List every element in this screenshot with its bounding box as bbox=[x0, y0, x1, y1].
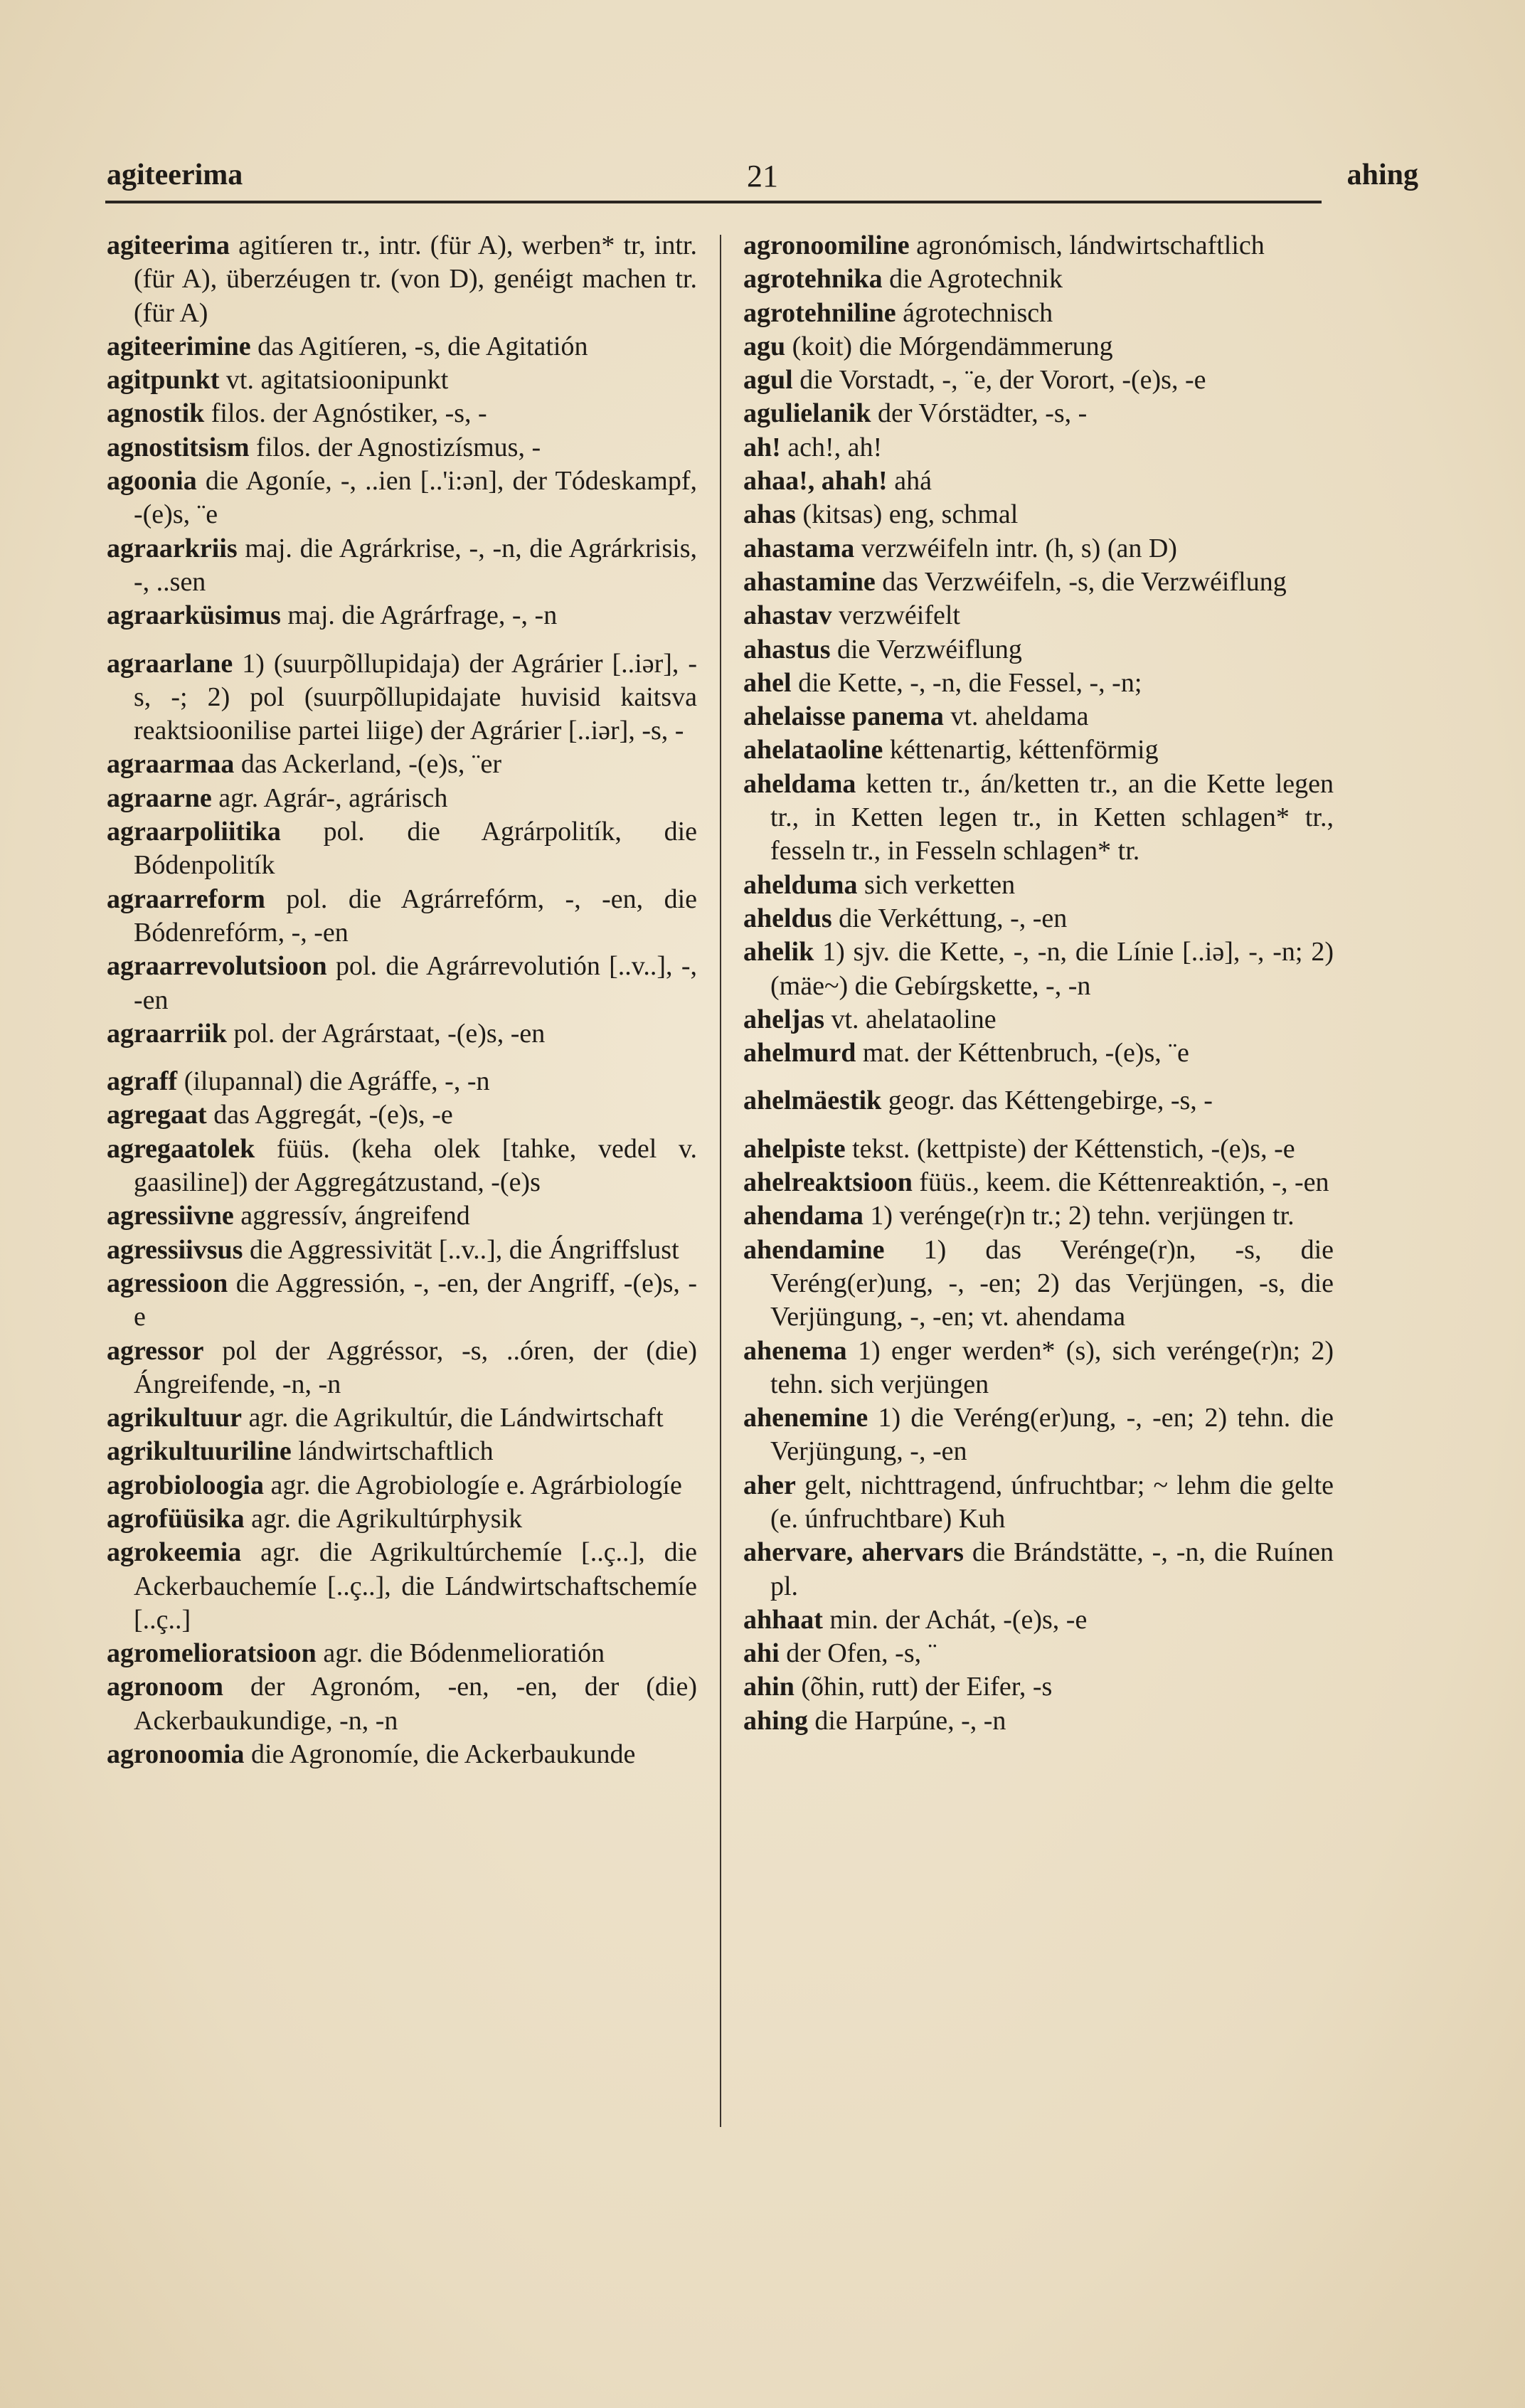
dictionary-entry bbox=[743, 935, 1334, 1003]
headword: ahelduma bbox=[743, 869, 858, 900]
definition: die Aggressivität [..v..], die Ángriffslust bbox=[243, 1234, 679, 1265]
headword: ahelreaktsioon bbox=[743, 1167, 913, 1198]
headword: ahelpiste bbox=[743, 1133, 846, 1164]
headword: agrotehnika bbox=[743, 264, 883, 295]
dictionary-entry bbox=[107, 465, 697, 532]
dictionary-entry bbox=[743, 1603, 1334, 1637]
dictionary-entry bbox=[107, 599, 697, 632]
definition: 1) das Verénge(r)n, -s, die Veréng(er)ung, -, -en; 2) das Verjüngen, -s, die Verjüngung, -, -en; vt. ahendama bbox=[770, 1234, 1334, 1332]
dictionary-entry bbox=[743, 297, 1334, 330]
definition: vt. agitatsioonipunkt bbox=[219, 365, 449, 396]
headword: ahelataoline bbox=[743, 735, 883, 765]
definition: der Agronóm, -en, -en, der (die) Ackerbaukundige, -n, -n bbox=[134, 1672, 697, 1736]
dictionary-entry bbox=[107, 397, 697, 430]
headword: aheldus bbox=[743, 903, 832, 933]
headword: aher bbox=[743, 1470, 796, 1500]
definition: agr. die Bódenmelioratión bbox=[316, 1638, 605, 1669]
definition: 1) die Veréng(er)ung, -, -en; 2) tehn. die Verjüngung, -, -en bbox=[770, 1403, 1334, 1467]
dictionary-entry bbox=[107, 647, 697, 748]
left-column bbox=[107, 229, 697, 1771]
dictionary-entry bbox=[743, 700, 1334, 733]
dictionary-entry bbox=[743, 1003, 1334, 1036]
definition: die Verzwéiflung bbox=[830, 634, 1022, 664]
headword: ahas bbox=[743, 499, 796, 530]
headword: ahastama bbox=[743, 533, 855, 563]
dictionary-entry bbox=[107, 1199, 697, 1233]
dictionary-entry bbox=[107, 1017, 697, 1051]
dictionary-entry bbox=[107, 532, 697, 600]
definition: agr. die Agrobiologíe e. Agrárbiologíe bbox=[264, 1470, 682, 1500]
headword: agressioon bbox=[107, 1268, 228, 1298]
headword: ahervare, ahervars bbox=[743, 1537, 964, 1568]
headword: agrikultuur bbox=[107, 1403, 243, 1433]
headword: agressiivsus bbox=[107, 1234, 243, 1265]
dictionary-entry bbox=[743, 599, 1334, 632]
definition: lándwirtschaftlich bbox=[291, 1436, 494, 1467]
dictionary-entry bbox=[107, 883, 697, 950]
headword: agnostik bbox=[107, 398, 205, 429]
dictionary-entry bbox=[107, 1401, 697, 1435]
dictionary-entry bbox=[107, 431, 697, 465]
definition: füüs. (keha olek [tahke, vedel v. gaasiline]) der Aggregátzustand, -(e)s bbox=[134, 1133, 697, 1198]
headword: agraarlane bbox=[107, 648, 233, 679]
definition: (koit) die Mórgendämmerung bbox=[785, 331, 1113, 361]
definition: maj. die Agrárfrage, -, -n bbox=[280, 600, 558, 631]
definition: maj. die Agrárkrise, -, -n, die Agrárkrisis, -, ..sen bbox=[134, 533, 697, 597]
dictionary-entry bbox=[107, 1435, 697, 1468]
definition: kéttenartig, kéttenförmig bbox=[883, 735, 1159, 765]
headword: agraff bbox=[107, 1066, 178, 1097]
definition: 1) (suurpõllupidaja) der Agrárier [..iər], -s, -; 2) pol (suurpõllupidajate huvisid kaitsva reaktsioonilise partei liige) der Agrárier [..iər], -s, - bbox=[134, 648, 697, 746]
dictionary-entry bbox=[743, 1704, 1334, 1738]
dictionary-entry bbox=[743, 633, 1334, 667]
definition: 1) enger werden* (s), sich verénge(r)n; 2) tehn. sich verjüngen bbox=[770, 1335, 1334, 1399]
headword: ahin bbox=[743, 1672, 795, 1702]
definition: ágrotechnisch bbox=[896, 297, 1053, 328]
definition: 1) sjv. die Kette, -, -n, die Línie [..iə], -, -n; 2) (mäe~) die Gebírgskette, -, -n bbox=[770, 937, 1334, 1001]
definition: verzwéifeln intr. (h, s) (an D) bbox=[854, 533, 1177, 563]
left-guideword: agiteerima bbox=[107, 159, 243, 191]
header-rule bbox=[105, 201, 1322, 203]
definition: ahá bbox=[887, 466, 932, 497]
headword: agiteerima bbox=[107, 230, 230, 260]
definition: das Ackerland, -(e)s, ¨er bbox=[234, 749, 501, 780]
headword: ahi bbox=[743, 1638, 780, 1669]
dictionary-entry bbox=[743, 566, 1334, 599]
headword: agraarrevolutsioon bbox=[107, 951, 327, 982]
definition: die Brándstätte, -, -n, die Ruínen pl. bbox=[770, 1537, 1334, 1601]
dictionary-entry bbox=[743, 1469, 1334, 1537]
definition: die Agrotechnik bbox=[882, 264, 1063, 295]
dictionary-entry bbox=[743, 229, 1334, 262]
headword: agrofüüsika bbox=[107, 1503, 245, 1534]
definition: pol der Aggréssor, -s, ..óren, der (die) Ángreifende, -n, -n bbox=[134, 1335, 697, 1399]
definition: agr. die Agrikultúr, die Lándwirtschaft bbox=[242, 1403, 664, 1433]
dictionary-entry bbox=[107, 1637, 697, 1670]
definition: pol. der Agrárstaat, -(e)s, -en bbox=[226, 1018, 546, 1049]
headword: ahenemine bbox=[743, 1403, 868, 1433]
headword: agronoomiline bbox=[743, 230, 910, 260]
headword: agregaatolek bbox=[107, 1133, 255, 1164]
headword: agrotehniline bbox=[743, 297, 896, 328]
definition: filos. der Agnóstiker, -s, - bbox=[204, 398, 487, 429]
dictionary-entry bbox=[107, 364, 697, 397]
headword: agoonia bbox=[107, 466, 197, 497]
definition: vt. aheldama bbox=[943, 701, 1089, 732]
definition: pol. die Agrárrevolutión [..v..], -, -en bbox=[134, 951, 697, 1015]
dictionary-entry bbox=[107, 1738, 697, 1771]
dictionary-entry bbox=[743, 869, 1334, 902]
definition: der Ofen, -s, ¨ bbox=[779, 1638, 937, 1669]
dictionary-entry bbox=[743, 1084, 1334, 1118]
definition: die Aggressión, -, -en, der Angriff, -(e)s, -e bbox=[134, 1268, 697, 1332]
definition: der Vórstädter, -s, - bbox=[871, 398, 1088, 429]
dictionary-entry bbox=[743, 902, 1334, 935]
headword: agraarne bbox=[107, 783, 212, 813]
dictionary-entry bbox=[107, 1267, 697, 1335]
dictionary-entry bbox=[107, 1065, 697, 1098]
headword: agronoomia bbox=[107, 1739, 245, 1770]
definition: ach!, ah! bbox=[780, 432, 883, 462]
dictionary-entry bbox=[107, 1469, 697, 1502]
headword: agraarpoliitika bbox=[107, 817, 281, 847]
dictionary-entry bbox=[743, 733, 1334, 767]
definition: (ilupannal) die Agráffe, -, -n bbox=[177, 1066, 490, 1097]
dictionary-entry bbox=[107, 1536, 697, 1637]
dictionary-entry bbox=[107, 229, 697, 330]
dictionary-entry bbox=[743, 1199, 1334, 1233]
definition: agr. Agrár-, agrárisch bbox=[211, 783, 448, 813]
dictionary-entry bbox=[743, 397, 1334, 430]
headword: ahastav bbox=[743, 600, 832, 631]
column-divider bbox=[720, 235, 721, 2127]
definition: pol. die Agrárrefórm, -, -en, die Bódenrefórm, -, -en bbox=[134, 884, 697, 948]
dictionary-entry bbox=[743, 330, 1334, 364]
definition: ketten tr., án/ketten tr., an die Kette legen tr., in Ketten legen tr., in Ketten schlagen* tr., fesseln tr., in Fesseln schlagen* tr. bbox=[770, 768, 1334, 866]
definition: sich verketten bbox=[857, 869, 1016, 900]
dictionary-entry bbox=[107, 1670, 697, 1738]
headword: ah! bbox=[743, 432, 781, 462]
dictionary-entry bbox=[743, 768, 1334, 869]
page-number: 21 bbox=[747, 159, 778, 193]
dictionary-entry bbox=[743, 1536, 1334, 1603]
definition: die Verkéttung, -, -en bbox=[831, 903, 1068, 933]
dictionary-entry bbox=[743, 431, 1334, 465]
definition: agronómisch, lándwirtschaftlich bbox=[909, 230, 1265, 260]
headword: agrokeemia bbox=[107, 1537, 242, 1568]
headword: ahelaisse panema bbox=[743, 701, 944, 732]
dictionary-entry bbox=[743, 262, 1334, 296]
definition: vt. ahelataoline bbox=[824, 1004, 997, 1034]
definition: agr. die Agrikultúrchemíe [..ç..], die Ackerbauchemíe [..ç..], die Lándwirtschaftschemíe [..ç..] bbox=[134, 1537, 697, 1635]
dictionary-entry bbox=[743, 1401, 1334, 1469]
definition: das Verzwéifeln, -s, die Verzwéiflung bbox=[875, 566, 1287, 597]
dictionary-entry bbox=[743, 1335, 1334, 1402]
headword: ahenema bbox=[743, 1335, 847, 1366]
headword: agraarreform bbox=[107, 884, 265, 914]
definition: pol. die Agrárpolitík, die Bódenpolitík bbox=[134, 817, 697, 881]
definition: das Aggregát, -(e)s, -e bbox=[206, 1100, 453, 1130]
definition: mat. der Kéttenbruch, -(e)s, ¨e bbox=[856, 1038, 1189, 1068]
definition: geogr. das Kéttengebirge, -s, - bbox=[881, 1086, 1213, 1116]
dictionary-entry bbox=[107, 950, 697, 1017]
dictionary-entry bbox=[107, 1234, 697, 1267]
headword: ahhaat bbox=[743, 1604, 823, 1635]
headword: agraarriik bbox=[107, 1018, 227, 1049]
headword: agressor bbox=[107, 1335, 204, 1366]
headword: agraarmaa bbox=[107, 749, 235, 780]
dictionary-entry bbox=[107, 330, 697, 364]
headword: ahelmurd bbox=[743, 1038, 856, 1068]
definition: die Kette, -, -n, die Fessel, -, -n; bbox=[791, 667, 1142, 698]
headword: aheljas bbox=[743, 1004, 824, 1034]
headword: ahel bbox=[743, 667, 792, 698]
dictionary-entry bbox=[743, 1234, 1334, 1335]
headword: ahastus bbox=[743, 634, 831, 664]
dictionary-entry bbox=[107, 1098, 697, 1132]
headword: agronoom bbox=[107, 1672, 223, 1702]
definition: tekst. (kettpiste) der Kéttenstich, -(e)s, -e bbox=[845, 1133, 1295, 1164]
definition: füüs., keem. die Kéttenreaktión, -, -en bbox=[912, 1167, 1329, 1198]
headword: aheldama bbox=[743, 768, 856, 799]
dictionary-entry bbox=[743, 1637, 1334, 1670]
definition: gelt, nichttragend, únfruchtbar; ~ lehm die gelte (e. únfruchtbare) Kuh bbox=[770, 1470, 1334, 1534]
dictionary-entry bbox=[107, 1133, 697, 1200]
headword: agrobioloogia bbox=[107, 1470, 264, 1500]
dictionary-entry bbox=[743, 364, 1334, 397]
definition: 1) verénge(r)n tr.; 2) tehn. verjüngen tr. bbox=[863, 1201, 1295, 1231]
definition: verzwéifelt bbox=[831, 600, 960, 631]
dictionary-entry bbox=[743, 1166, 1334, 1199]
headword: ahendama bbox=[743, 1201, 864, 1231]
definition: filos. der Agnostizísmus, - bbox=[249, 432, 541, 462]
headword: ahing bbox=[743, 1705, 808, 1736]
definition: die Vorstadt, -, ¨e, der Vorort, -(e)s, -e bbox=[792, 365, 1206, 396]
definition: agr. die Agrikultúrphysik bbox=[244, 1503, 523, 1534]
dictionary-entry bbox=[107, 815, 697, 883]
definition: die Agoníe, -, ..ien [..'i:ən], der Tódeskampf, -(e)s, ¨e bbox=[134, 466, 697, 530]
definition: (õhin, rutt) der Eifer, -s bbox=[794, 1672, 1053, 1702]
headword: ahendamine bbox=[743, 1234, 885, 1265]
headword: agraarküsimus bbox=[107, 600, 281, 631]
dictionary-entry bbox=[107, 1502, 697, 1536]
headword: agul bbox=[743, 365, 793, 396]
headword: agressiivne bbox=[107, 1201, 234, 1231]
right-guideword: ahing bbox=[1346, 159, 1418, 191]
dictionary-entry bbox=[743, 1036, 1334, 1070]
headword: agrikultuuriline bbox=[107, 1436, 292, 1467]
headword: agraarkriis bbox=[107, 533, 238, 563]
dictionary-entry bbox=[107, 1335, 697, 1402]
dictionary-entry bbox=[743, 532, 1334, 566]
dictionary-entry bbox=[743, 498, 1334, 531]
headword: agitpunkt bbox=[107, 365, 220, 396]
definition: das Agitíeren, -s, die Agitatión bbox=[250, 331, 588, 361]
right-column bbox=[743, 229, 1334, 1738]
headword: agromelioratsioon bbox=[107, 1638, 317, 1669]
definition: die Harpúne, -, -n bbox=[807, 1705, 1006, 1736]
dictionary-entry bbox=[743, 465, 1334, 498]
definition: aggressív, ángreifend bbox=[233, 1201, 470, 1231]
dictionary-entry bbox=[107, 782, 697, 815]
headword: agnostitsism bbox=[107, 432, 250, 462]
running-head bbox=[107, 158, 1418, 201]
dictionary-entry bbox=[743, 1670, 1334, 1704]
headword: agiteerimine bbox=[107, 331, 251, 361]
definition: min. der Achát, -(e)s, -e bbox=[822, 1604, 1088, 1635]
headword: ahelik bbox=[743, 937, 814, 967]
headword: ahelmäestik bbox=[743, 1086, 882, 1116]
headword: ahastamine bbox=[743, 566, 876, 597]
headword: agulielanik bbox=[743, 398, 871, 429]
dictionary-entry bbox=[107, 748, 697, 781]
headword: agregaat bbox=[107, 1100, 207, 1130]
dictionary-entry bbox=[743, 1133, 1334, 1166]
headword: agu bbox=[743, 331, 786, 361]
definition: agitíeren tr., intr. (für A), werben* tr, intr. (für A), überzéugen tr. (von D), genéigt machen tr. (für A) bbox=[134, 230, 697, 328]
definition: (kitsas) eng, schmal bbox=[795, 499, 1019, 530]
headword: ahaa!, ahah! bbox=[743, 466, 888, 497]
definition: die Agronomíe, die Ackerbaukunde bbox=[244, 1739, 636, 1770]
dictionary-entry bbox=[743, 667, 1334, 700]
